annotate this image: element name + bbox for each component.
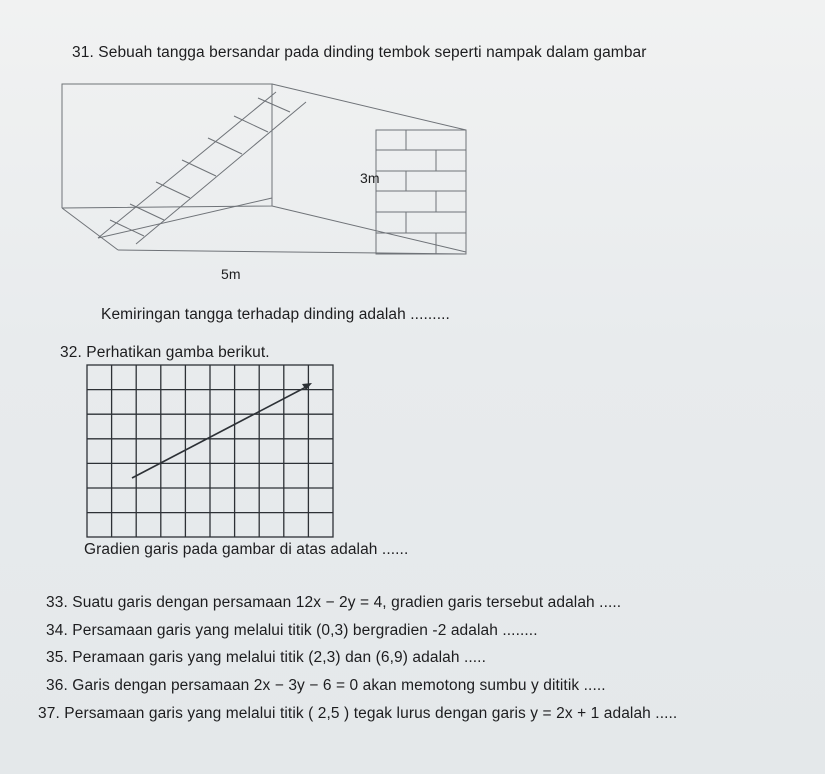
ladder-wall-figure	[58, 78, 478, 278]
q36	[46, 677, 606, 695]
grid-figure	[84, 362, 344, 542]
ground-line-1	[98, 198, 272, 238]
q35-number: 35.	[46, 649, 68, 666]
q34	[46, 622, 538, 640]
q31-number: 31.	[72, 44, 94, 61]
q36-text: Garis dengan persamaan 2x − 3y − 6 = 0 akan memotong sumbu y dititik .....	[72, 677, 606, 694]
grid-lines	[87, 365, 333, 537]
ladder-rung	[130, 204, 164, 220]
brick-wall	[376, 130, 466, 254]
ground-line-4	[118, 250, 466, 254]
q32-text: Perhatikan gamba berikut.	[86, 344, 270, 361]
q31-question: Kemiringan tangga terhadap dinding adalah .........	[101, 306, 450, 323]
wall-top-line	[272, 84, 466, 130]
q32-heading	[60, 344, 270, 362]
ladder-rail-right	[136, 102, 306, 244]
q35	[46, 649, 486, 667]
ladder-rung	[156, 182, 190, 198]
q34-text: Persamaan garis yang melalui titik (0,3) bergradien -2 adalah ........	[72, 622, 538, 639]
ladder-rail-left	[98, 92, 276, 238]
q37-number: 37.	[38, 705, 60, 722]
q35-text: Peramaan garis yang melalui titik (2,3) dan (6,9) adalah .....	[72, 649, 486, 666]
gradient-line	[132, 386, 308, 478]
q33-text: Suatu garis dengan persamaan 12x − 2y = 4, gradien garis tersebut adalah .....	[72, 594, 622, 611]
ladder-rung	[182, 160, 216, 176]
ladder-rung	[208, 138, 242, 154]
q31-heading	[72, 44, 647, 62]
q37	[38, 705, 677, 723]
q37-text: Persamaan garis yang melalui titik ( 2,5 ) tegak lurus dengan garis y = 2x + 1 adalah .....	[64, 705, 678, 722]
ladder-rung	[258, 98, 290, 112]
background-frame	[62, 84, 272, 208]
q36-number: 36.	[46, 677, 68, 694]
q31-text: Sebuah tangga bersandar pada dinding tembok seperti nampak dalam gambar	[98, 44, 647, 61]
q32-question: Gradien garis pada gambar di atas adalah ......	[84, 541, 409, 558]
q33-number: 33.	[46, 594, 68, 611]
height-label: 3m	[360, 170, 380, 186]
q34-number: 34.	[46, 622, 68, 639]
q33	[46, 594, 621, 612]
q32-number: 32.	[60, 344, 82, 361]
ground-line-3	[272, 206, 466, 252]
ladder-rung	[234, 116, 268, 132]
base-label: 5m	[221, 266, 241, 282]
